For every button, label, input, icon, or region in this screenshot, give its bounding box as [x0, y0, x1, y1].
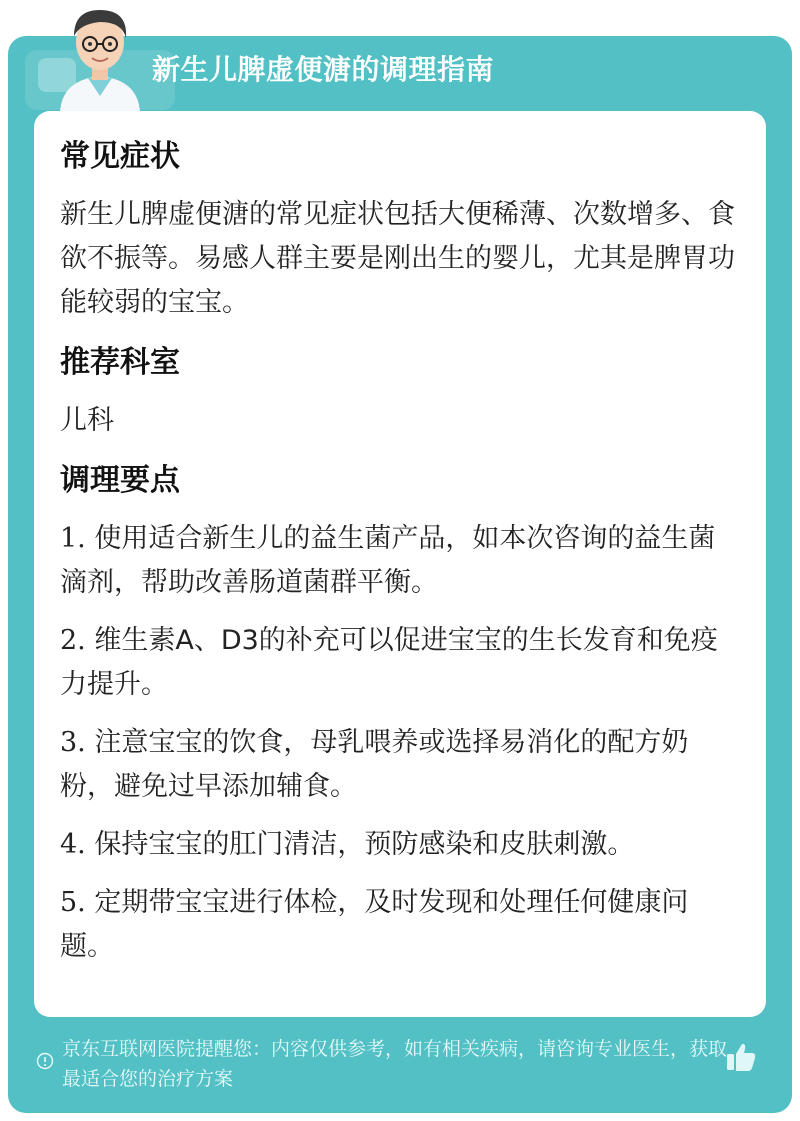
list-item-text: 注意宝宝的饮食，母乳喂养或选择易消化的配方奶粉，避免过早添加辅食。 [60, 727, 689, 802]
page-title: 新生儿脾虚便溏的调理指南 [152, 53, 495, 86]
list-item-number: 4. [60, 829, 86, 860]
department-text: 儿科 [60, 405, 114, 436]
list-item-text: 定期带宝宝进行体检，及时发现和处理任何健康问题。 [60, 887, 689, 962]
content-card [34, 111, 766, 1017]
list-item-number: 5. [60, 887, 86, 918]
list-item-text: 保持宝宝的肛门清洁，预防感染和皮肤刺激。 [94, 829, 635, 860]
info-icon [36, 1052, 54, 1070]
list-item [60, 517, 740, 605]
section-title-symptoms: 常见症状 [60, 139, 180, 174]
list-item-text: 维生素A、D3的补充可以促进宝宝的生长发育和免疫力提升。 [60, 625, 718, 700]
section-title-department: 推荐科室 [60, 345, 180, 380]
disclaimer-text: 京东互联网医院提醒您：内容仅供参考，如有相关疾病，请咨询专业医生，获取最适合您的治疗方案 [62, 1038, 728, 1090]
doctor-avatar [40, 0, 160, 112]
section-title-key-points: 调理要点 [60, 463, 180, 498]
list-item-number: 3. [60, 727, 86, 758]
list-item [60, 881, 740, 969]
thumbs-up-icon[interactable] [724, 1040, 758, 1074]
list-item [60, 619, 740, 707]
list-item-number: 2. [60, 625, 86, 656]
list-item [60, 721, 740, 809]
symptoms-text: 新生儿脾虚便溏的常见症状包括大便稀薄、次数增多、食欲不振等。易感人群主要是刚出生的婴儿，尤其是脾胃功能较弱的宝宝。 [60, 199, 735, 318]
list-item-number: 1. [60, 523, 86, 554]
list-item [60, 823, 740, 867]
list-item-text: 使用适合新生儿的益生菌产品，如本次咨询的益生菌滴剂，帮助改善肠道菌群平衡。 [60, 523, 716, 598]
